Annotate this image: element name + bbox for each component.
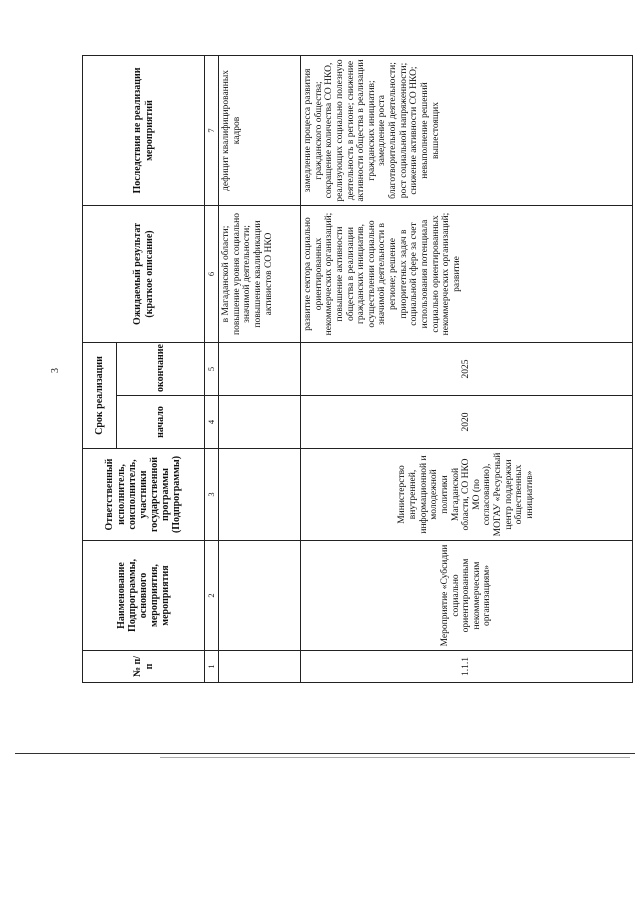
activity-consequences: замедление процесса развития гражданского общества; сокращение количества СО НКО, реализующих социально полезную деятельность в регионе; снижение активности общества в реализации гражданских инициатив; замедление роста благотворительной деятельности; рост социальной напряженности; снижение активности СО НКО; невыполнение решений вышестоящих	[301, 56, 633, 206]
activities-table	[82, 55, 633, 683]
divider-line	[15, 753, 635, 754]
cell-empty	[219, 343, 301, 396]
activity-start: 2020	[301, 396, 633, 449]
row-num: 1.1.1	[301, 651, 633, 683]
cell-empty	[219, 541, 301, 651]
cell-empty	[219, 449, 301, 541]
activity-end: 2025	[301, 343, 633, 396]
header-result: Ожидаемый результат (краткое описание)	[83, 206, 205, 343]
consequences-continued: дефицит квалифицированных кадров	[219, 56, 301, 206]
header-num: № п/п	[83, 651, 205, 683]
activity-name: Мероприятие «Субсидии социально ориентированным некоммерческим организациям»	[301, 541, 633, 651]
activity-result: развитие сектора социально ориентированных некоммерческих организаций; повышение активности общества в реализации гражданских инициатив, осуществлении социально значимой деятельности в регионе; решение приоритетных задач в социальной сфере за счет использования потенциала социально ориентированных некоммерческих организаций; развитие	[301, 206, 633, 343]
activity-executor: Министерство внутренней, информационной и молодежной политики Магаданской области, СО НКО МО (по согласованию), МОГАУ «Ресурсный центр поддержки общественных инициатив»	[301, 449, 633, 541]
header-period: Срок реализации	[83, 343, 117, 449]
colnum-4: 4	[205, 396, 219, 449]
cell-empty	[219, 651, 301, 683]
result-continued: в Магаданской области; повышение уровня социально значимой деятельности; повышение квалификации активистов СО НКО	[219, 206, 301, 343]
divider-line	[160, 757, 630, 758]
colnum-5: 5	[205, 343, 219, 396]
page-number: 3	[50, 368, 61, 373]
header-executor: Ответственный исполнитель, соисполнитель, участники государственной программы (Подпрограммы)	[83, 449, 205, 541]
colnum-3: 3	[205, 449, 219, 541]
header-name: Наименование Подпрограммы, основного мероприятия, мероприятия	[83, 541, 205, 651]
header-start: начало	[117, 396, 205, 449]
colnum-7: 7	[205, 56, 219, 206]
cell-empty	[219, 396, 301, 449]
colnum-2: 2	[205, 541, 219, 651]
header-end: окончание	[117, 343, 205, 396]
colnum-1: 1	[205, 651, 219, 683]
header-consequences: Последствия не реализации мероприятий	[83, 56, 205, 206]
table-container	[82, 56, 633, 683]
colnum-6: 6	[205, 206, 219, 343]
